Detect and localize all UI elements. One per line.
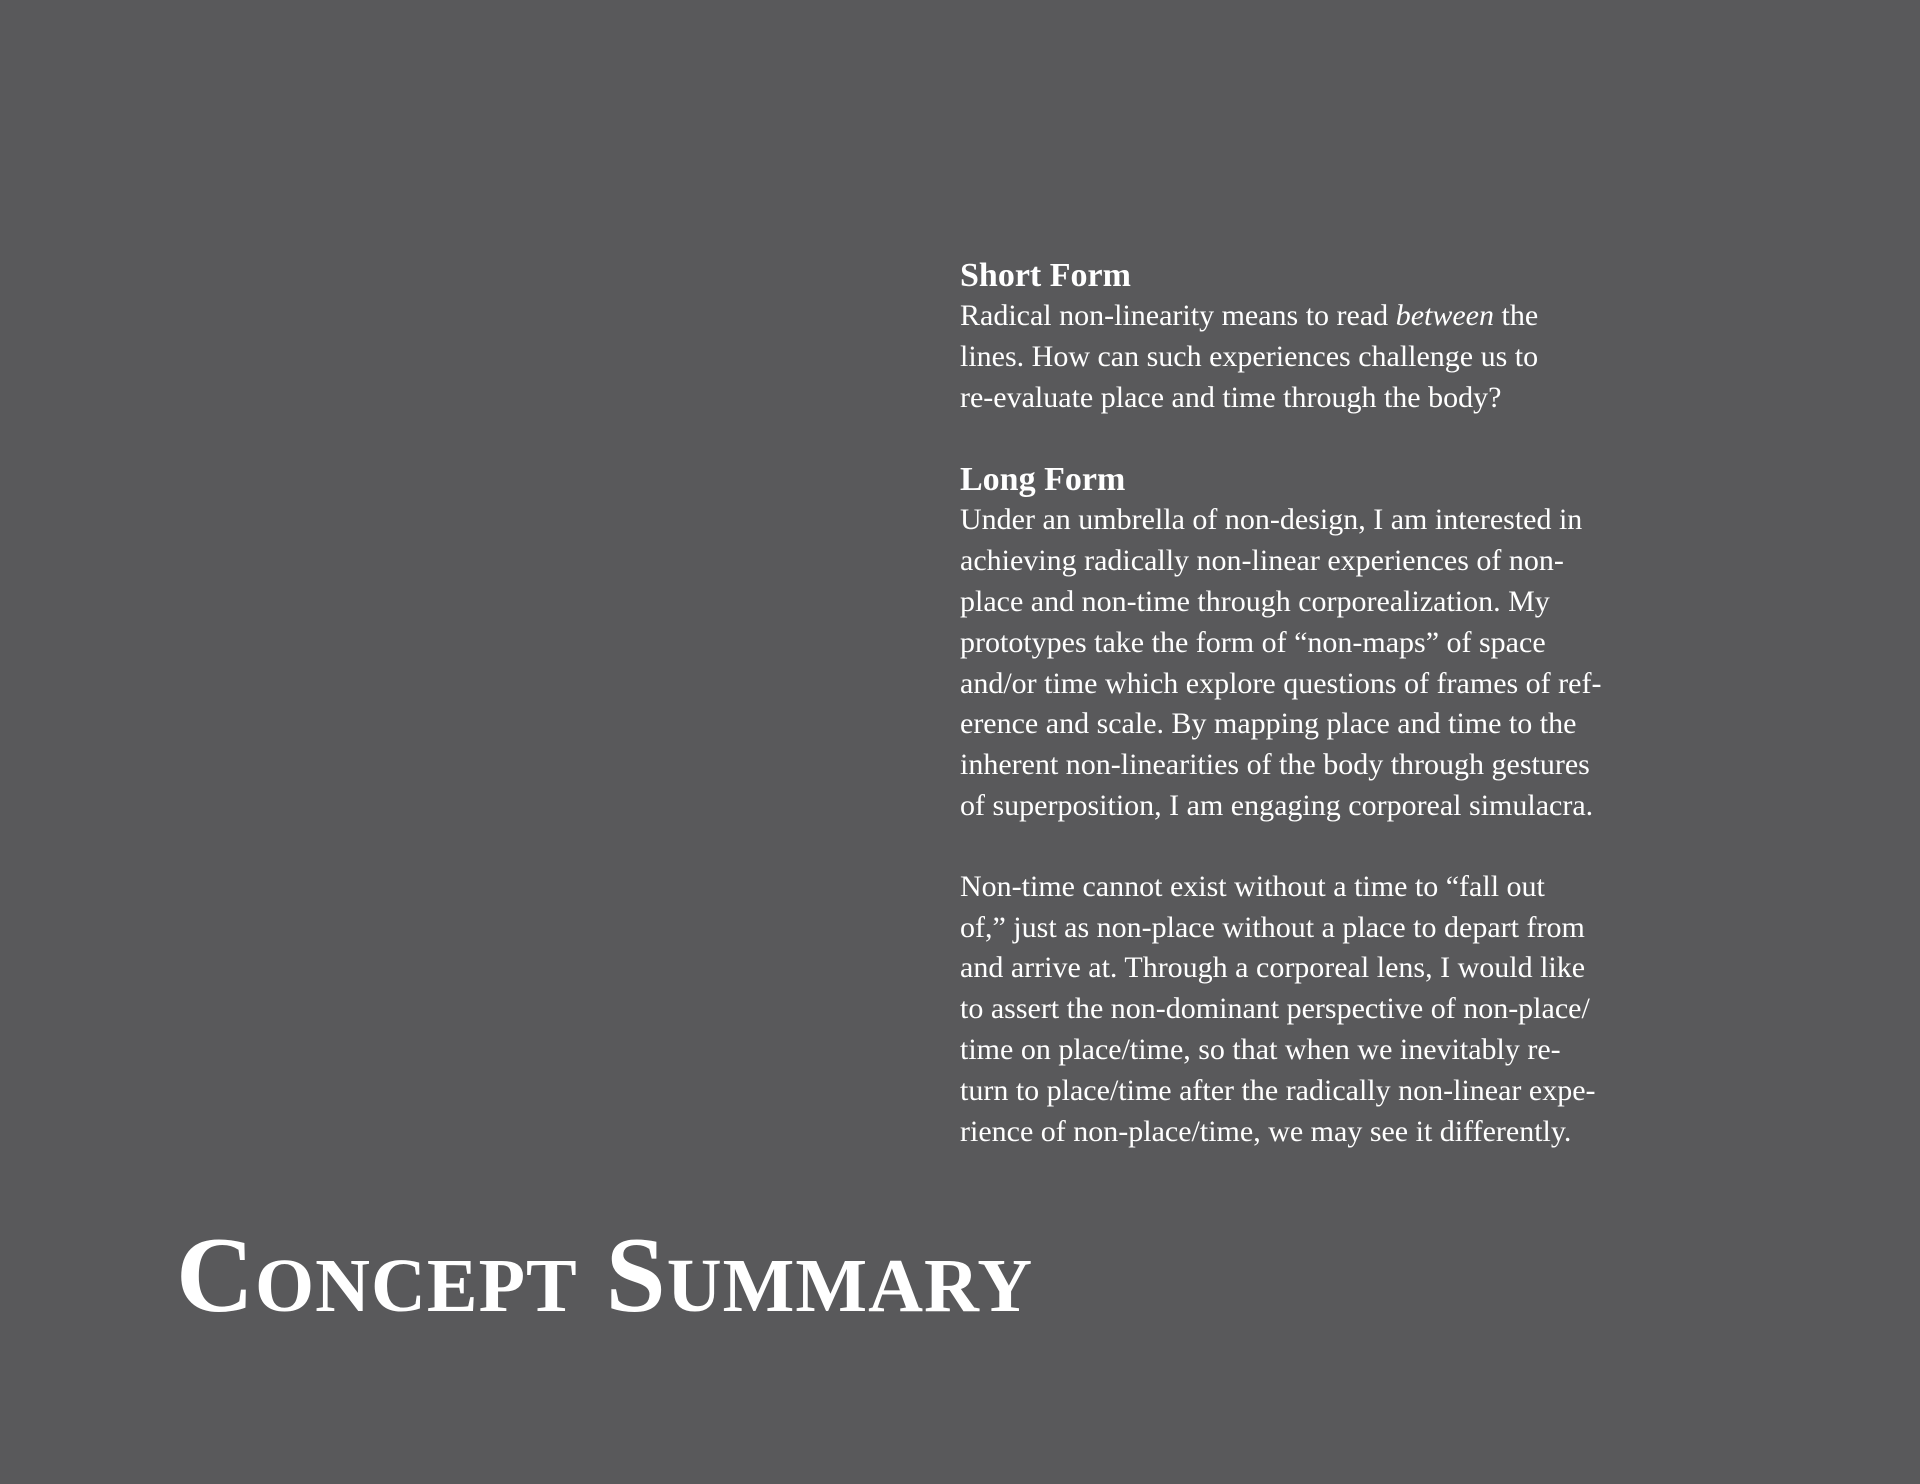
long-form-line: prototypes take the form of “non-maps” of space xyxy=(960,625,1546,659)
long-form-line: rience of non-place/time, we may see it differently. xyxy=(960,1114,1572,1148)
paragraph-spacer xyxy=(960,827,1680,867)
short-form-line: lines. How can such experiences challenge us to xyxy=(960,339,1539,373)
long-form-line: achieving radically non-linear experiences of non- xyxy=(960,544,1564,578)
short-form-heading: Short Form xyxy=(960,257,1131,294)
concept-text-column xyxy=(960,256,1680,1152)
long-form-heading: Long Form xyxy=(960,461,1126,499)
long-form-line: Non-time cannot exist without a time to “fall out xyxy=(960,869,1545,903)
short-form-emphasis: between xyxy=(1395,299,1494,332)
long-form-line: Under an umbrella of non-design, I am interested in xyxy=(960,503,1583,537)
short-form-text: Radical non-linearity means to read xyxy=(960,299,1396,332)
long-form-paragraph-2 xyxy=(960,867,1680,1153)
long-form-line: to assert the non-dominant perspective of non-place/ xyxy=(960,992,1590,1026)
long-form-line: of superposition, I am engaging corporeal simulacra. xyxy=(960,788,1594,822)
short-form-paragraph xyxy=(960,296,1680,418)
section-spacer xyxy=(960,418,1680,460)
long-form-line: and/or time which explore questions of frames of ref- xyxy=(960,666,1602,700)
long-form-line: inherent non-linearities of the body through gestures xyxy=(960,748,1590,782)
long-form-paragraph-1 xyxy=(960,500,1680,826)
long-form-line: turn to place/time after the radically non-linear expe- xyxy=(960,1073,1596,1107)
long-form-line: of,” just as non-place without a place to depart from xyxy=(960,910,1585,944)
long-form-line: and arrive at. Through a corporeal lens, I would like xyxy=(960,951,1586,985)
long-form-line: place and non-time through corporealization. My xyxy=(960,584,1550,618)
short-form-text: the xyxy=(1493,299,1539,332)
short-form-line xyxy=(960,296,1680,337)
long-form-line: time on place/time, so that when we inevitably re- xyxy=(960,1032,1561,1066)
page-title: Concept Summary xyxy=(176,1216,1034,1335)
long-form-line: erence and scale. By mapping place and time to the xyxy=(960,707,1577,741)
short-form-line: re-evaluate place and time through the body? xyxy=(960,380,1502,414)
